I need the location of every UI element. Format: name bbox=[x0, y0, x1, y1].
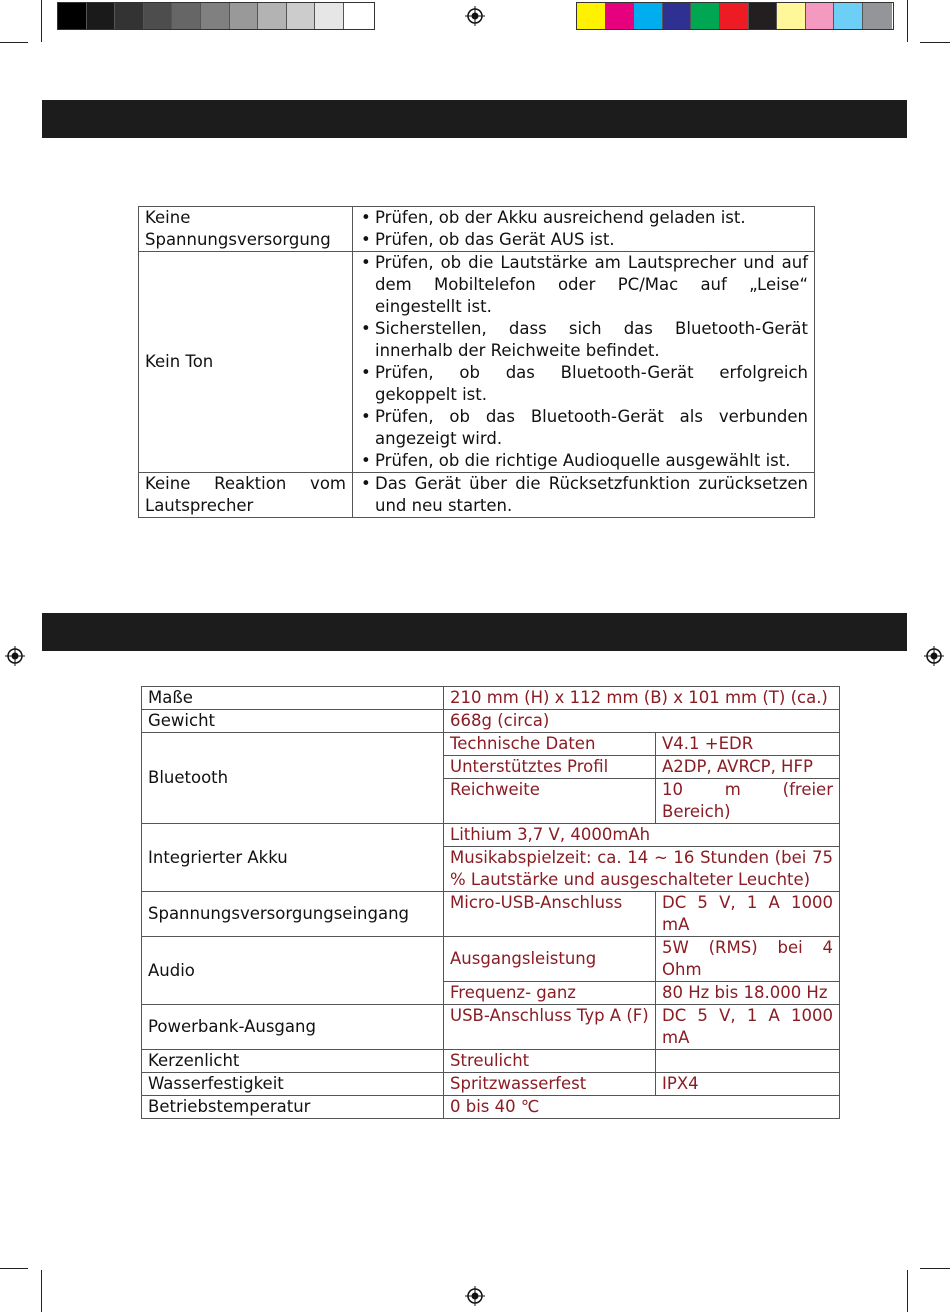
list-item: • Das Gerät über die Rücksetzfunktion zurücksetzen und neu starten. bbox=[359, 473, 808, 517]
list-item: • Prüfen, ob das Gerät AUS ist. bbox=[359, 229, 808, 251]
registration-mark-icon bbox=[465, 6, 485, 26]
table-row bbox=[142, 733, 840, 756]
spec-value: Musikabspielzeit: ca. 14 ~ 16 Stunden (bei 75 % Lautstärke und ausgeschalteter Leuchte) bbox=[444, 847, 840, 892]
spec-key: Reichweite bbox=[444, 779, 656, 824]
color-swatch bbox=[691, 3, 720, 29]
registration-mark-icon bbox=[5, 646, 25, 666]
spec-key: Micro-USB-Anschluss bbox=[444, 892, 656, 937]
spec-key: Ausgangsleistung bbox=[444, 937, 656, 982]
crop-mark bbox=[41, 0, 42, 42]
color-swatch bbox=[172, 3, 201, 29]
color-swatch bbox=[577, 3, 606, 29]
color-swatch bbox=[87, 3, 116, 29]
registration-mark-icon bbox=[924, 646, 944, 666]
registration-mark-icon bbox=[465, 1286, 485, 1306]
section-header-bar-specifications bbox=[42, 613, 907, 651]
spec-label: Wasserfestigkeit bbox=[142, 1073, 444, 1096]
list-item: • Sicherstellen, dass sich das Bluetooth-Gerät innerhalb der Reichweite befindet. bbox=[359, 318, 808, 362]
table-row bbox=[139, 252, 815, 473]
spec-value: V4.1 +EDR bbox=[656, 733, 840, 756]
table-row bbox=[142, 1050, 840, 1073]
spec-key: USB-Anschluss Typ A (F) bbox=[444, 1005, 656, 1050]
color-swatch bbox=[606, 3, 635, 29]
spec-label: Gewicht bbox=[142, 710, 444, 733]
color-swatch bbox=[144, 3, 173, 29]
spec-value: 10 m (freier Bereich) bbox=[656, 779, 840, 824]
list-item: • Prüfen, ob das Bluetooth-Gerät als verbunden angezeigt wird. bbox=[359, 406, 808, 450]
color-swatch bbox=[201, 3, 230, 29]
cmyk-color-bar bbox=[576, 2, 894, 30]
spec-value: Lithium 3,7 V, 4000mAh bbox=[444, 824, 840, 847]
solution-list bbox=[359, 473, 808, 517]
table-row bbox=[142, 1005, 840, 1050]
table-row bbox=[139, 473, 815, 518]
spec-value bbox=[656, 1050, 840, 1073]
spec-label: Kerzenlicht bbox=[142, 1050, 444, 1073]
color-swatch bbox=[287, 3, 316, 29]
color-swatch bbox=[115, 3, 144, 29]
crop-mark bbox=[0, 1268, 28, 1269]
color-swatch bbox=[777, 3, 806, 29]
table-row bbox=[142, 824, 840, 847]
section-header-bar-troubleshooting bbox=[42, 100, 907, 138]
table-row bbox=[139, 207, 815, 252]
table-row bbox=[142, 687, 840, 710]
crop-mark bbox=[907, 0, 908, 42]
crop-mark bbox=[0, 42, 28, 43]
list-item: • Prüfen, ob der Akku ausreichend geladen ist. bbox=[359, 207, 808, 229]
color-swatch bbox=[258, 3, 287, 29]
spec-value: IPX4 bbox=[656, 1073, 840, 1096]
spec-key: Streulicht bbox=[444, 1050, 656, 1073]
spec-value: DC 5 V, 1 A 1000 mA bbox=[656, 1005, 840, 1050]
list-item: • Prüfen, ob die richtige Audioquelle ausgewählt ist. bbox=[359, 450, 808, 472]
color-swatch bbox=[315, 3, 344, 29]
spec-value: A2DP, AVRCP, HFP bbox=[656, 756, 840, 779]
spec-label: Spannungsversorgungseingang bbox=[142, 892, 444, 937]
spec-value: 80 Hz bis 18.000 Hz bbox=[656, 982, 840, 1005]
table-row bbox=[142, 1096, 840, 1119]
color-swatch bbox=[58, 3, 87, 29]
color-swatch bbox=[806, 3, 835, 29]
spec-value: 210 mm (H) x 112 mm (B) x 101 mm (T) (ca.) bbox=[444, 687, 840, 710]
grayscale-color-bar bbox=[57, 2, 375, 30]
crop-mark bbox=[907, 1270, 908, 1312]
spec-key: Spritzwasserfest bbox=[444, 1073, 656, 1096]
spec-value: 5W (RMS) bei 4 Ohm bbox=[656, 937, 840, 982]
spec-label: Powerbank-Ausgang bbox=[142, 1005, 444, 1050]
table-row bbox=[142, 892, 840, 937]
color-swatch bbox=[749, 3, 778, 29]
spec-key: Unterstütztes Profil bbox=[444, 756, 656, 779]
list-item: • Prüfen, ob das Bluetooth-Gerät erfolgreich gekoppelt ist. bbox=[359, 362, 808, 406]
color-swatch bbox=[634, 3, 663, 29]
list-item: • Prüfen, ob die Lautstärke am Lautsprecher und auf dem Mobiltelefon oder PC/Mac auf „Leise“ eingestellt ist. bbox=[359, 252, 808, 318]
spec-key: Frequenz- ganz bbox=[444, 982, 656, 1005]
spec-value: DC 5 V, 1 A 1000 mA bbox=[656, 892, 840, 937]
spec-key: Technische Daten bbox=[444, 733, 656, 756]
table-row bbox=[142, 937, 840, 982]
spec-label: Audio bbox=[142, 937, 444, 1005]
problem-cell: Kein Ton bbox=[139, 252, 353, 473]
crop-mark bbox=[920, 42, 950, 43]
color-swatch bbox=[344, 3, 373, 29]
spec-label: Maße bbox=[142, 687, 444, 710]
specifications-table bbox=[141, 686, 840, 1119]
solution-list bbox=[359, 207, 808, 251]
spec-label: Bluetooth bbox=[142, 733, 444, 824]
troubleshooting-table bbox=[138, 206, 815, 518]
spec-value: 668g (circa) bbox=[444, 710, 840, 733]
problem-cell: Keine Reaktion vom Lautsprecher bbox=[139, 473, 353, 518]
table-row bbox=[142, 710, 840, 733]
crop-mark bbox=[41, 1270, 42, 1312]
spec-value: 0 bis 40 ℃ bbox=[444, 1096, 840, 1119]
spec-label: Betriebstemperatur bbox=[142, 1096, 444, 1119]
spec-label: Integrierter Akku bbox=[142, 824, 444, 892]
color-swatch bbox=[863, 3, 892, 29]
color-swatch bbox=[720, 3, 749, 29]
color-swatch bbox=[230, 3, 259, 29]
solution-list bbox=[359, 252, 808, 472]
color-swatch bbox=[663, 3, 692, 29]
problem-cell: Keine Spannungsversorgung bbox=[139, 207, 353, 252]
crop-mark bbox=[920, 1268, 950, 1269]
color-swatch bbox=[834, 3, 863, 29]
table-row bbox=[142, 1073, 840, 1096]
